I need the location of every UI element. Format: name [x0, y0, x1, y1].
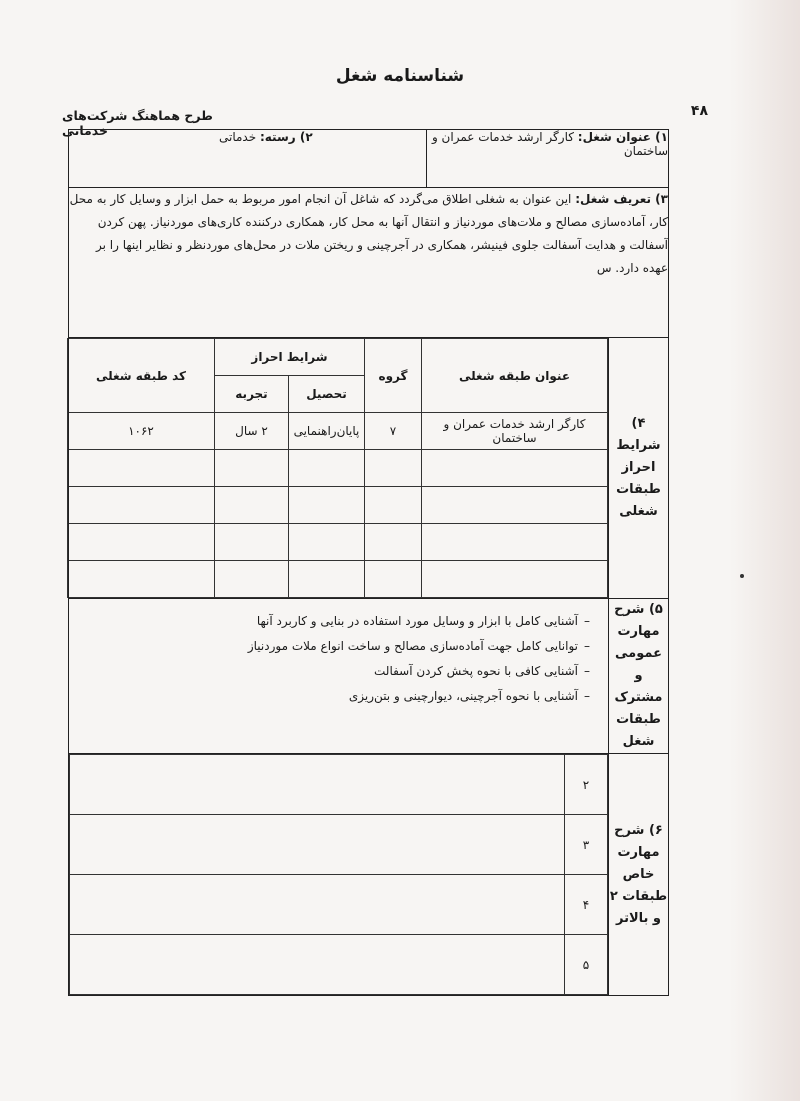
table-row — [67, 413, 607, 450]
education-cell: پایان‌راهنمایی — [289, 413, 365, 450]
experience-cell: ۲ سال — [214, 413, 288, 450]
page-edge-shadow — [730, 0, 800, 1101]
table-row: ۴ — [70, 875, 608, 935]
class-title-cell: کارگر ارشد خدمات عمران و ساختمان — [422, 413, 608, 450]
job-profile-form — [68, 129, 669, 996]
page-title: شناسنامه شغل — [335, 66, 465, 86]
group-cell: ۷ — [365, 413, 422, 450]
qualifications-label-cell — [609, 338, 669, 599]
list-item: –توانایی کامل جهت آماده‌سازی مصالح و ساخت انواع ملات موردنیاز — [247, 639, 590, 653]
table-row: ۲ — [70, 755, 608, 815]
job-definition-cell — [69, 188, 669, 338]
table-row — [67, 487, 607, 524]
job-category-value: خدماتی — [219, 130, 257, 144]
general-skills-section-label: ۵) شرح مهارت عمومی و مشترک طبقات شغل — [614, 602, 663, 749]
class-code-header: کد طبقه شغلی — [67, 339, 214, 413]
plan-title: طرح هماهنگ شرکت‌های خدماتی — [62, 108, 213, 138]
job-title-value: کارگر ارشد خدمات عمران و ساختمان — [431, 130, 668, 158]
general-skills-cell — [69, 599, 609, 754]
class-code-cell: ۱۰۶۲ — [67, 413, 214, 450]
table-row: ۵ — [70, 935, 608, 995]
job-definition-label: ۳) تعریف شغل: — [575, 192, 668, 206]
job-title-cell — [427, 130, 669, 188]
class-title-header: عنوان طبقه شغلی — [422, 339, 608, 413]
table-row: ۳ — [70, 815, 608, 875]
job-definition-text: این عنوان به شغلی اطلاق می‌گردد که شاغل آن انجام امور مربوط به حمل ابزار و وسایل کار به محل کار، آماده‌سازی مصالح و ملات‌های موردنیاز و انتقال آنها به محل کار، همکاری درکننده کاری‌های موردنیاز. پهن کردن آسفالت و هدایت آسفالت جلوی فینیشر، همکاری در آجرچینی و ریختن ملات در محل‌های موردنظر و نظایر اینها را بر عهده دارد. س — [69, 192, 668, 275]
job-category-label: ۲) رسته: — [259, 130, 313, 144]
special-skills-label-cell — [609, 754, 669, 996]
list-item: –آشنایی کافی با نحوه پخش کردن آسفالت — [374, 664, 590, 678]
special-skills-table-cell — [69, 754, 609, 996]
qualifications-table — [67, 338, 608, 598]
table-row — [67, 450, 607, 487]
qualifications-table-cell — [69, 338, 609, 599]
education-header: تحصیل — [289, 376, 365, 413]
page-number: ۴۸ — [690, 103, 708, 119]
list-item: –آشنایی کامل با ابزار و وسایل مورد استفاده در بنایی و کاربرد آنها — [256, 614, 590, 628]
qualifications-header: شرایط احراز — [214, 339, 364, 376]
general-skills-label-cell — [609, 599, 669, 754]
job-category-cell — [69, 130, 427, 188]
special-skills-table — [69, 754, 608, 995]
general-skills-list — [69, 599, 608, 709]
scan-mark — [740, 574, 744, 578]
table-row — [67, 524, 607, 561]
job-title-label: ۱) عنوان شغل: — [577, 130, 668, 144]
special-skills-section-label: ۶) شرح مهارت خاص طبقات ۲ و بالاتر — [609, 822, 668, 926]
experience-header: تجربه — [214, 376, 288, 413]
list-item: –آشنایی با نحوه آجرچینی، دیوارچینی و بتن‌ریزی — [348, 689, 590, 703]
qualifications-section-label: ۴) شرایط احراز طبقات شغلی — [616, 416, 661, 519]
group-header: گروه — [365, 339, 422, 413]
table-row — [67, 561, 607, 598]
